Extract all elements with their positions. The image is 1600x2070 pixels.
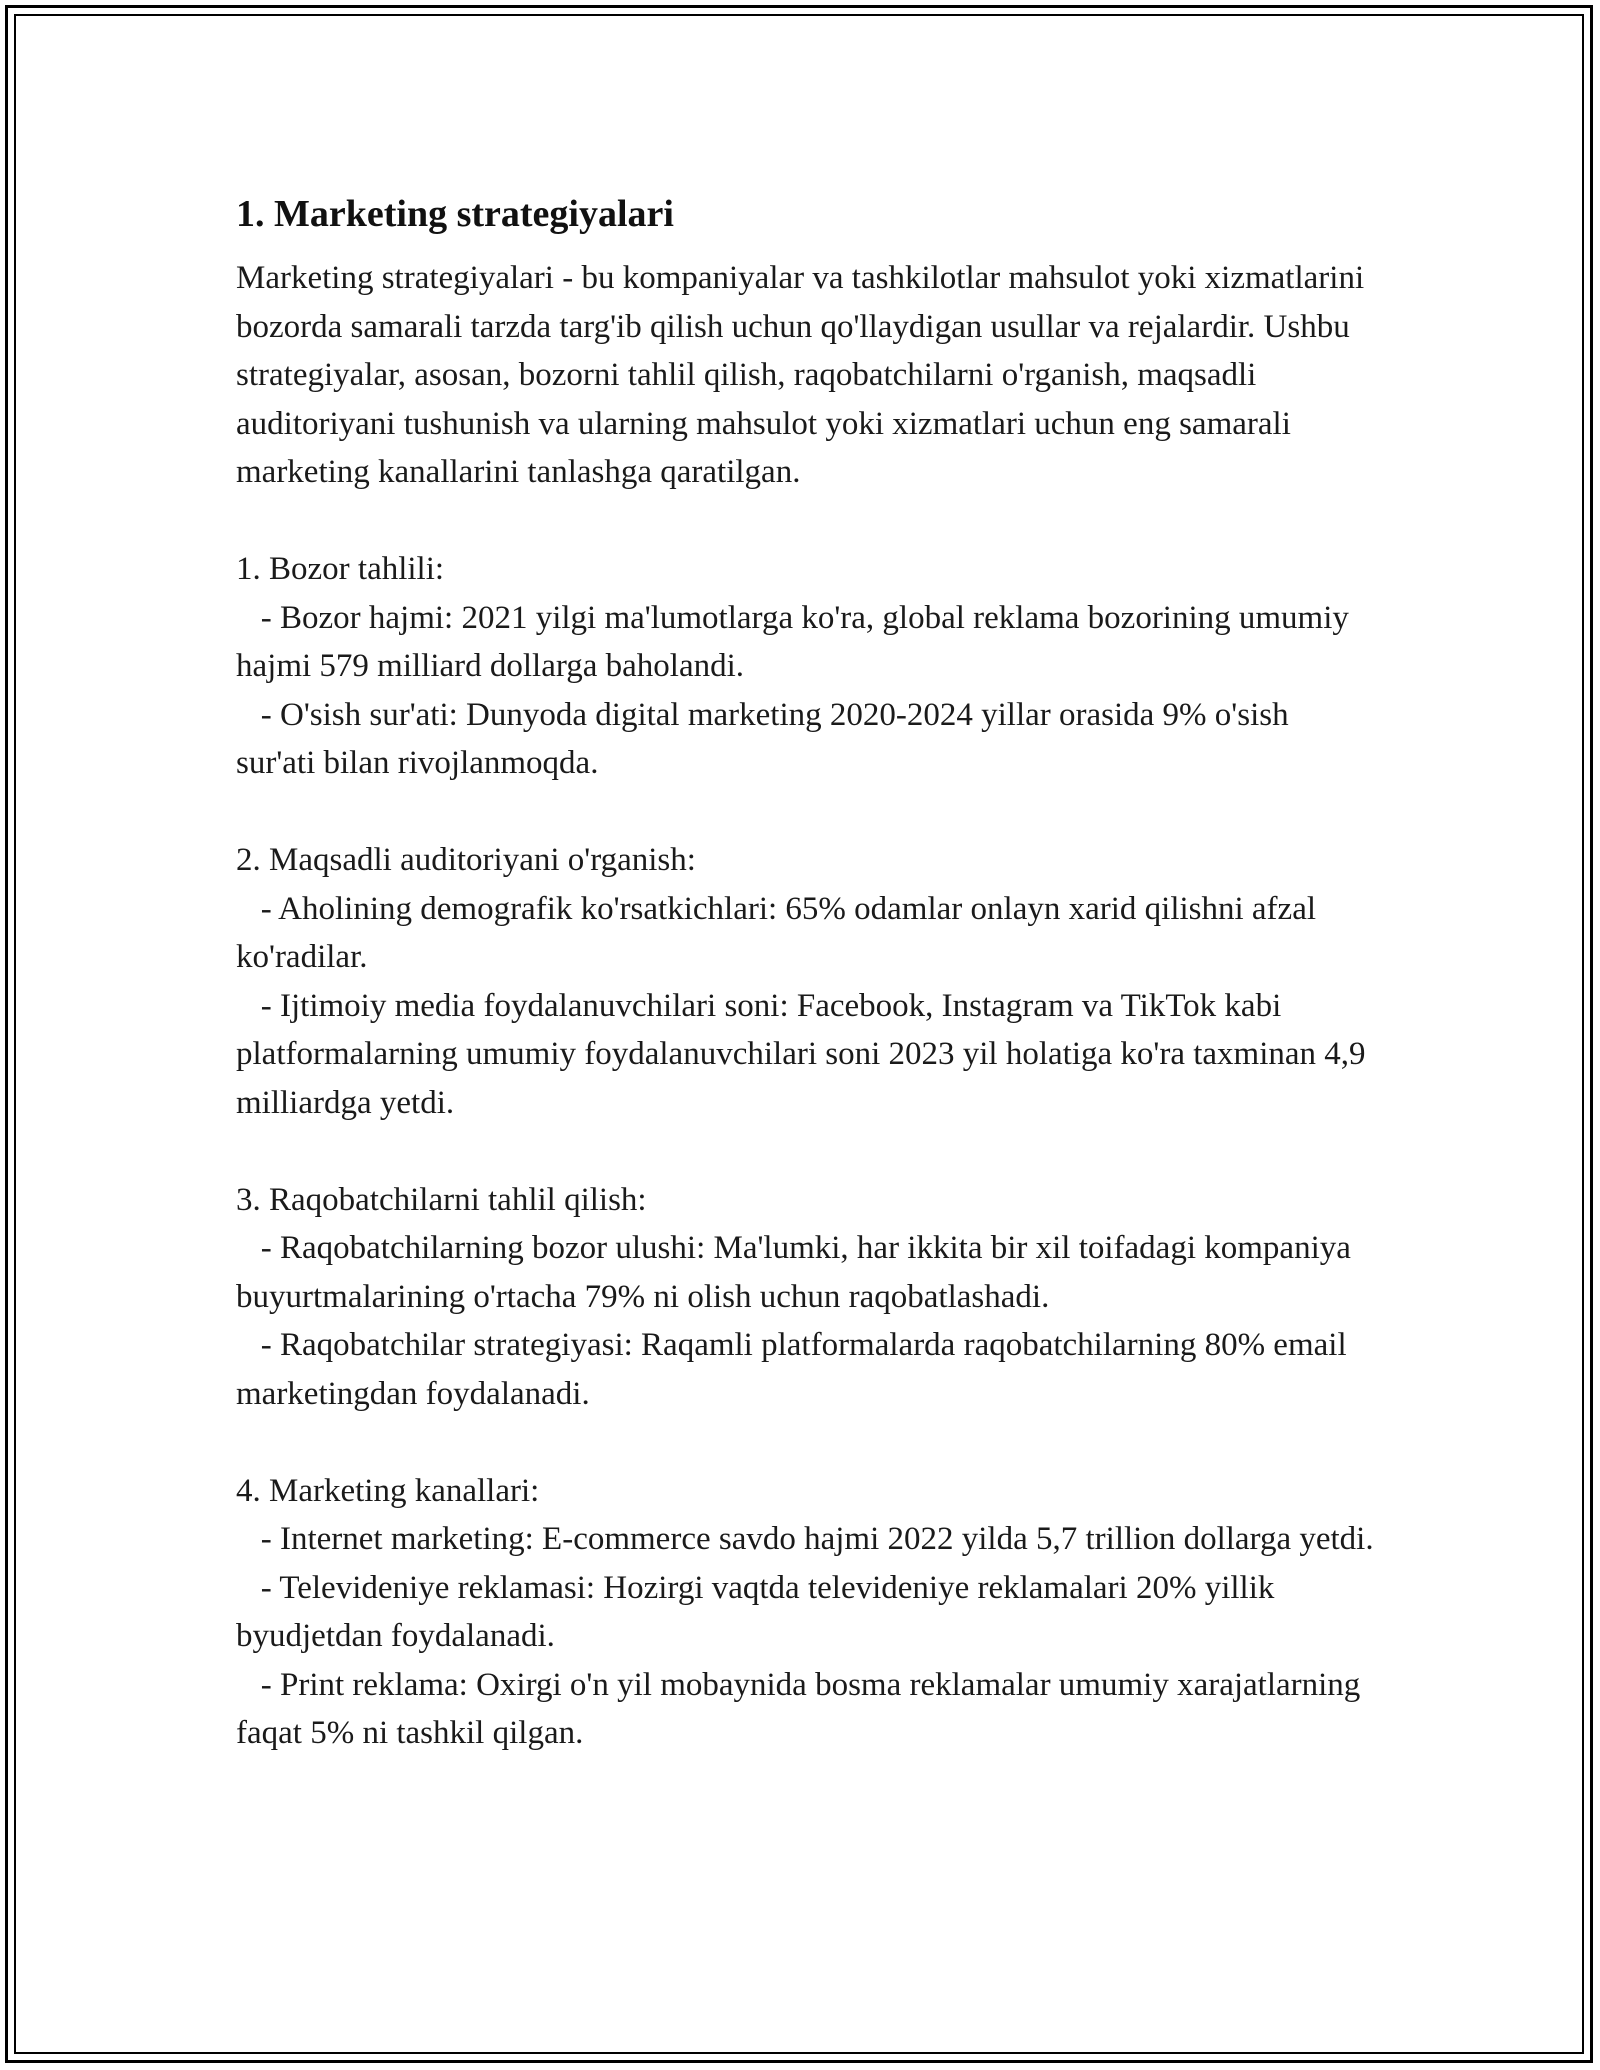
subsection-title: 1. Bozor tahlili: xyxy=(236,551,445,587)
document-body xyxy=(236,186,1376,1806)
list-item: - Aholining demografik ko'rsatkichlari: 65% odamlar onlayn xarid qilishni afzal ko'radilar. xyxy=(236,890,1317,975)
list-item: - Ijtimoiy media foydalanuvchilari soni: Facebook, Instagram va TikTok kabi platformalarning umumiy foydalanuvchilari soni 2023 yil holatiga ko'ra taxminan 4,9 milliardga yetdi. xyxy=(236,987,1366,1121)
list-item: - O'sish sur'ati: Dunyoda digital marketing 2020-2024 yillar orasida 9% o'sish sur'ati bilan rivojlanmoqda. xyxy=(236,696,1289,781)
subsection-title: 3. Raqobatchilarni tahlil qilish: xyxy=(236,1181,647,1218)
intro-paragraph: Marketing strategiyalari - bu kompaniyalar va tashkilotlar mahsulot yoki xizmatlarini bozorda samarali tarzda targ'ib qilish uchun qo'llaydigan usullar va rejalardir. Ushbu strategiyalar, asosan, bozorni tahlil qilish, raqobatchilarni o'rganish, maqsadli auditoriyani tushunish va ularning mahsulot yoki xizmatlari uchun eng samarali marketing kanallarini tanlashga qaratilgan. xyxy=(236,260,1365,490)
subsection-title: 2. Maqsadli auditoriyani o'rganish: xyxy=(236,842,696,878)
list-item: - Raqobatchilar strategiyasi: Raqamli platformalarda raqobatchilarning 80% email marketingdan foydalanadi. xyxy=(236,1327,1347,1412)
list-item: - Print reklama: Oxirgi o'n yil mobaynida bosma reklamalar umumiy xarajatlarning faqat 5% ni tashkil qilgan. xyxy=(236,1666,1361,1751)
subsection-target-audience xyxy=(236,836,1376,1127)
subsection-competitor-analysis xyxy=(236,1176,1376,1419)
list-item: - Televideniye reklamasi: Hozirgi vaqtda televideniye reklamalari 20% yillik byudjetdan foydalanadi. xyxy=(236,1569,1275,1654)
list-item: - Bozor hajmi: 2021 yilgi ma'lumotlarga ko'ra, global reklama bozorining umumiy hajmi 579 milliard dollarga baholandi. xyxy=(236,599,1349,684)
list-item: - Raqobatchilarning bozor ulushi: Ma'lumki, har ikkita bir xil toifadagi kompaniya buyurtmalarining o'rtacha 79% ni olish uchun raqobatlashadi. xyxy=(236,1230,1351,1315)
list-item: - Internet marketing: E-commerce savdo hajmi 2022 yilda 5,7 trillion dollarga yetdi. xyxy=(260,1521,1374,1557)
subsection-market-analysis xyxy=(236,545,1376,788)
section-heading: 1. Marketing strategiyalari xyxy=(236,193,674,235)
subsection-marketing-channels xyxy=(236,1467,1376,1758)
subsection-title: 4. Marketing kanallari: xyxy=(236,1472,540,1509)
